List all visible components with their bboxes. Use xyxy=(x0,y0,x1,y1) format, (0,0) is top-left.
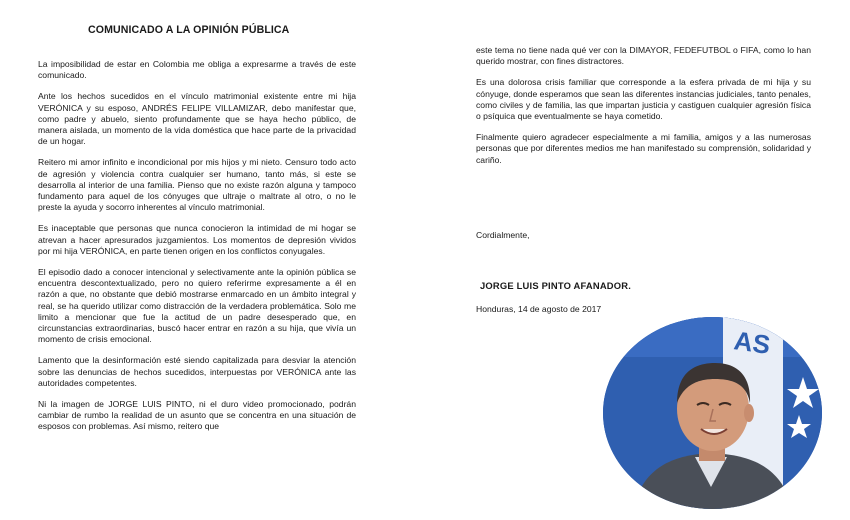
paragraph: Es inaceptable que personas que nunca conocieron la intimidad de mi hogar se atrevan a hacer apresurados juzgamientos. Los momentos de depresión vividos por mi hija VERÓNICA, en parte tienen origen en los conflictos conyugales. xyxy=(38,223,356,256)
signature-name: JORGE LUIS PINTO AFANADOR. xyxy=(480,280,632,291)
left-column xyxy=(38,59,356,443)
paragraph: Ante los hechos sucedidos en el vínculo matrimonial existente entre mi hija VERÓNICA y su esposo, ANDRÉS FELIPE VILLAMIZAR, debo manifestar que, como padre y abuelo, siento profundamente que se haya hecho público, de manera aislada, un momento de la vida doméstica que hace parte de la privacidad de un hogar. xyxy=(38,91,356,147)
portrait-illustration xyxy=(603,317,822,509)
closing-text: Cordialmente, xyxy=(476,230,530,240)
paragraph: este tema no tiene nada qué ver con la DIMAYOR, FEDEFUTBOL o FIFA, como lo han querido mostrar, con fines distractores. xyxy=(476,45,811,67)
paragraph: Lamento que la desinformación esté siendo capitalizada para desviar la atención sobre las denuncias de hechos sucedidos, interpuestas por VERÓNICA ante las autoridades competentes. xyxy=(38,355,356,388)
portrait-photo xyxy=(603,317,822,509)
paragraph: Ni la imagen de JORGE LUIS PINTO, ni el duro video promocionado, podrán cambiar de rumbo la realidad de un asunto que se concentra en una situación de esposos con problemas. Así mismo, reitero que xyxy=(38,399,356,432)
paragraph: El episodio dado a conocer intencional y selectivamente ante la opinión pública se encuentra descontextualizado, pero no quiero referirme expresamente a él en razón a que, no obstante que debió mostrarse enmarcado en un ámbito integral y real, se ha querido utilizar como distracción de la verdadera problemática. Solo me limito a mencionar que fue la actitud de un padre desesperado que, en circunstancias extraordinarias, buscó hacer entrar en razón a su hija, que vivía un momento de crisis emocional. xyxy=(38,267,356,345)
paragraph: Finalmente quiero agradecer especialmente a mi familia, amigos y a las numerosas personas que por diferentes medios me han manifestado su comprensión, solidaridad y cariño. xyxy=(476,132,811,165)
paragraph: La imposibilidad de estar en Colombia me obliga a expresarme a través de este comunicado. xyxy=(38,59,356,81)
backdrop-lettering: AS xyxy=(732,325,773,360)
right-column xyxy=(476,45,811,176)
letter-title: COMUNICADO A LA OPINIÓN PÚBLICA xyxy=(88,24,290,36)
place-date: Honduras, 14 de agosto de 2017 xyxy=(476,304,602,314)
paragraph: Reitero mi amor infinito e incondicional por mis hijos y mi nieto. Censuro todo acto de agresión y violencia contra cualquier ser humano, tanto más, si este se desarrolla al interior de una familia. Pienso que no existe razón alguna y tampoco fundamento para aquel de los cónyuges que ultraje o maltrate al otro, o no le preste la ayuda y socorro inherentes al vínculo matrimonial. xyxy=(38,157,356,213)
paragraph: Es una dolorosa crisis familiar que corresponde a la esfera privada de mi hija y su cónyuge, donde esperamos que sean las diferentes instancias judiciales, tanto penales, como civiles y de familia, las que impartan justicia y castiguen cualquier agresión física o psíquica que eventualmente se haya cometido. xyxy=(476,77,811,122)
